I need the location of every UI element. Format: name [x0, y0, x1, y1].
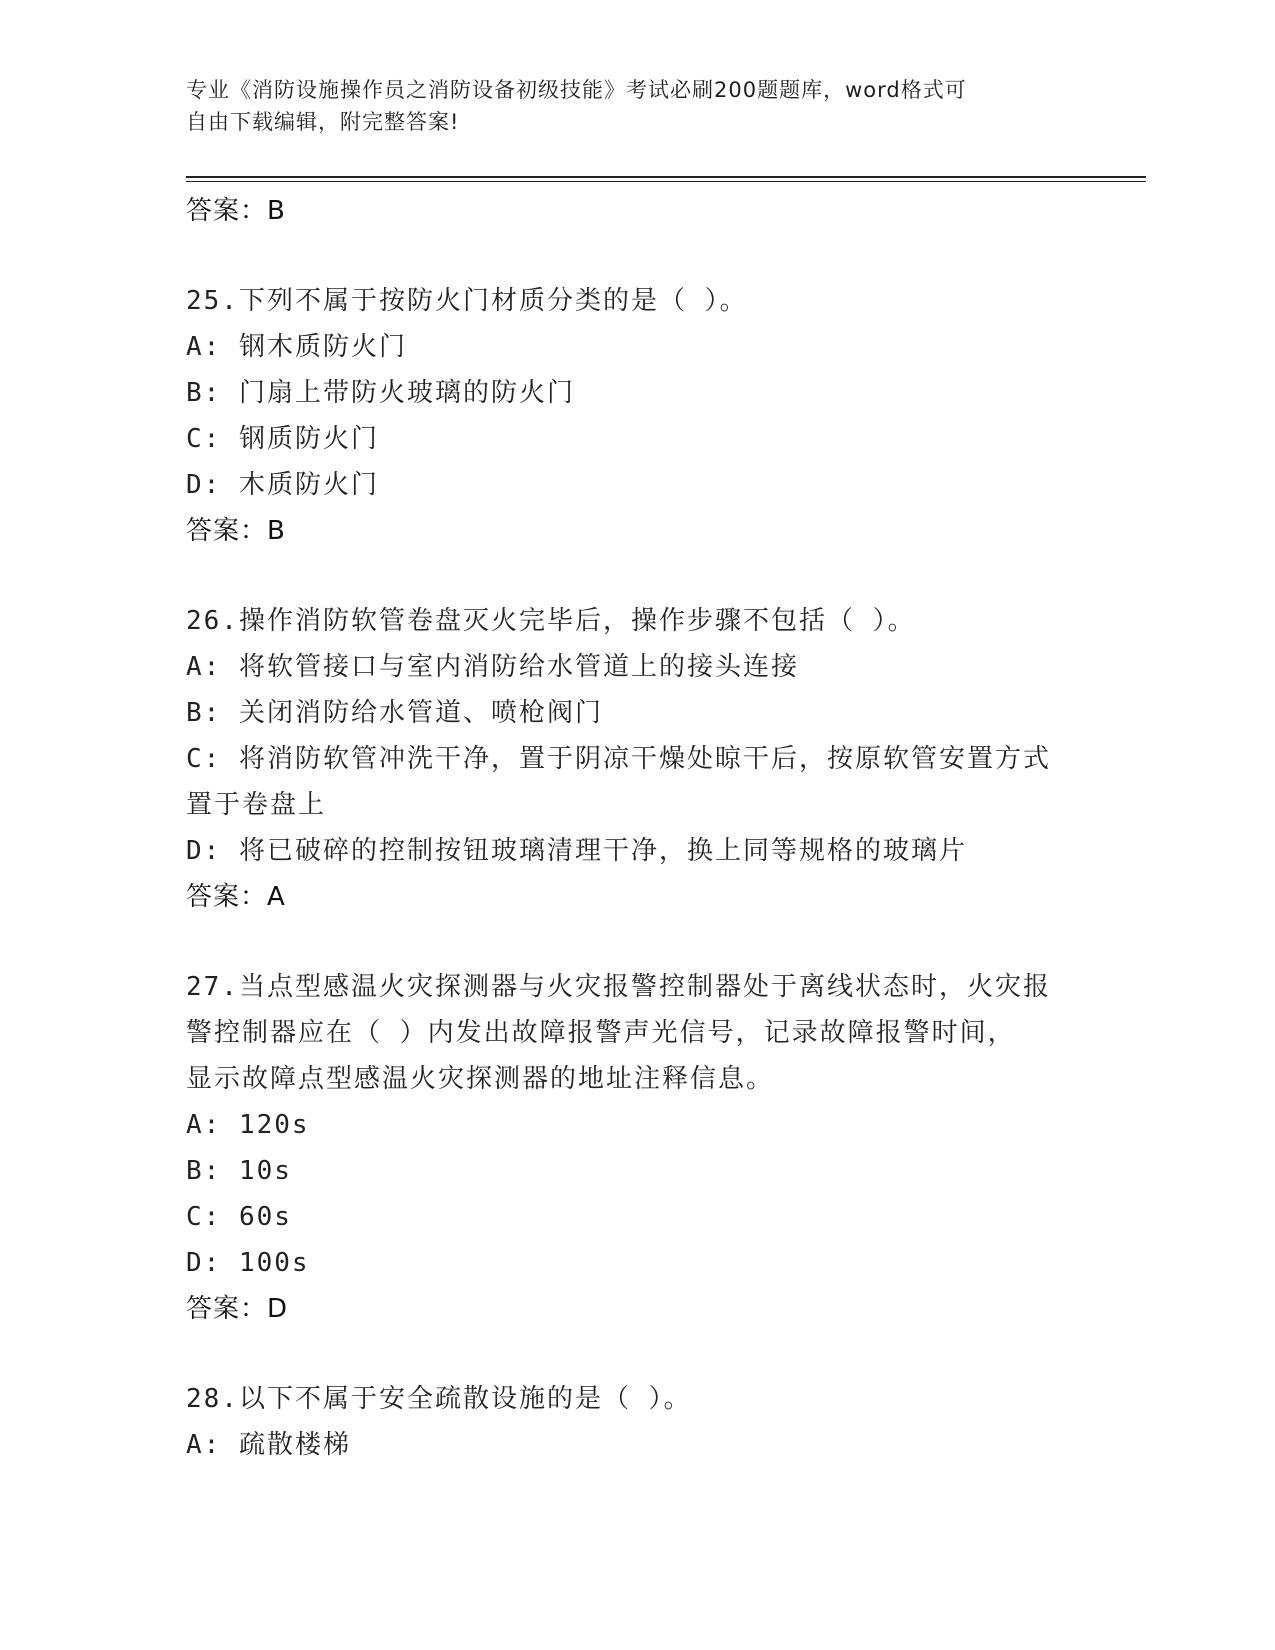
answer-line: 答案：D	[186, 1294, 289, 1324]
question-block	[186, 598, 1086, 920]
option-a: A: 钢木质防火门	[186, 332, 407, 362]
option-c: C: 将消防软管冲洗干净，置于阴凉干燥处晾干后，按原软管安置方式	[186, 744, 1051, 774]
option-a: A: 疏散楼梯	[186, 1430, 351, 1460]
option-a: A: 将软管接口与室内消防给水管道上的接头连接	[186, 652, 799, 682]
question-stem: 26.操作消防软管卷盘灭火完毕后，操作步骤不包括（ ）。	[186, 606, 916, 636]
option-c: C: 钢质防火门	[186, 424, 379, 454]
header-line-2: 自由下载编辑，附完整答案!	[186, 110, 460, 134]
document-body	[186, 188, 1086, 1468]
document-header	[186, 74, 1066, 138]
question-block	[186, 1376, 1086, 1468]
question-block	[186, 964, 1086, 1332]
option-d: D: 将已破碎的控制按钮玻璃清理干净，换上同等规格的玻璃片	[186, 836, 967, 866]
answer-line: 答案：B	[186, 196, 286, 226]
option-a: A: 120s	[186, 1110, 310, 1140]
option-c: C: 60s	[186, 1202, 292, 1232]
question-stem-continued: 警控制器应在（ ）内发出故障报警声光信号，记录故障报警时间，	[186, 1018, 1016, 1048]
option-b: B: 关闭消防给水管道、喷枪阀门	[186, 698, 603, 728]
option-d: D: 木质防火门	[186, 470, 379, 500]
answer-line: 答案：B	[186, 516, 286, 546]
option-b: B: 10s	[186, 1156, 292, 1186]
header-divider	[186, 176, 1146, 182]
header-line-1: 专业《消防设施操作员之消防设备初级技能》考试必刷200题题库，word格式可	[186, 78, 967, 102]
question-stem: 25.下列不属于按防火门材质分类的是（ ）。	[186, 286, 748, 316]
question-stem-continued: 显示故障点型感温火灾探测器的地址注释信息。	[186, 1064, 775, 1094]
question-block	[186, 278, 1086, 554]
option-c-continued: 置于卷盘上	[186, 790, 327, 820]
option-d: D: 100s	[186, 1248, 310, 1278]
question-stem: 28.以下不属于安全疏散设施的是（ ）。	[186, 1384, 692, 1414]
question-stem: 27.当点型感温火灾探测器与火灾报警控制器处于离线状态时，火灾报	[186, 972, 1051, 1002]
option-b: B: 门扇上带防火玻璃的防火门	[186, 378, 575, 408]
answer-line: 答案：A	[186, 882, 286, 912]
